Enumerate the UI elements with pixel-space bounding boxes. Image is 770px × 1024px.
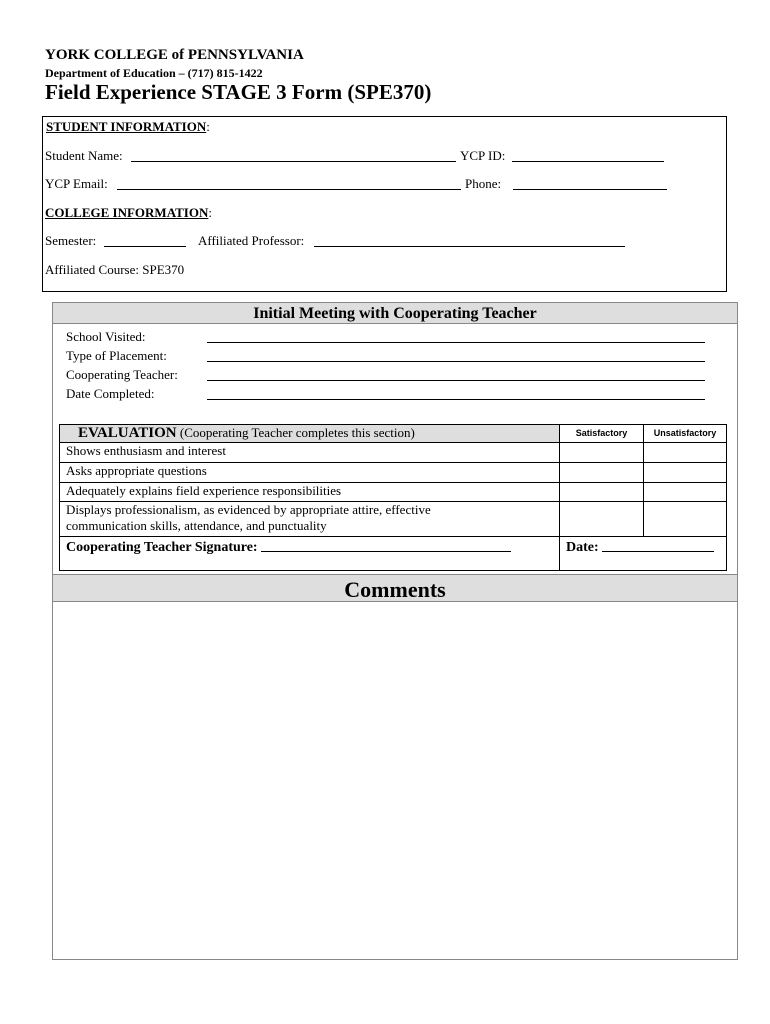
table-row (60, 483, 727, 502)
unsatisfactory-checkbox-cell[interactable] (644, 463, 727, 483)
criterion-enthusiasm: Shows enthusiasm and interest (60, 443, 560, 463)
student-info-heading (46, 119, 210, 135)
school-visited-label: School Visited: (66, 329, 146, 344)
comments-title: Comments (53, 574, 737, 602)
college-info-title: COLLEGE INFORMATION (45, 205, 209, 220)
table-row (60, 502, 727, 537)
table-row (60, 443, 727, 463)
affiliated-course-label: Affiliated Course: SPE370 (45, 262, 185, 277)
date-cell (560, 537, 727, 571)
signature-field[interactable] (261, 539, 511, 552)
comments-area[interactable] (53, 603, 737, 959)
student-info-title: STUDENT INFORMATION (46, 119, 207, 134)
unsatisfactory-checkbox-cell[interactable] (644, 443, 727, 463)
student-name-label: Student Name: (45, 148, 123, 163)
college-info-colon: : (208, 205, 212, 220)
form-title: Field Experience STAGE 3 Form (SPE370) (45, 80, 432, 104)
student-info-colon: : (206, 119, 210, 134)
institution-name: YORK COLLEGE of PENNSYLVANIA (45, 47, 304, 63)
signature-row (60, 537, 727, 571)
date-field[interactable] (602, 539, 714, 552)
evaluation-subtitle: (Cooperating Teacher completes this section) (176, 425, 415, 440)
cooperating-teacher-signature-label: Cooperating Teacher Signature: (66, 540, 258, 555)
department-line: Department of Education – (717) 815-1422 (45, 66, 263, 80)
semester-label: Semester: (45, 233, 97, 248)
evaluation-header-row (60, 425, 727, 443)
criterion-professionalism-line-1: Displays professionalism, as evidenced by appropriate attire, effective (66, 502, 431, 517)
affiliated-professor-field[interactable] (314, 246, 625, 247)
signature-cell (60, 537, 560, 571)
ycp-email-field[interactable] (117, 189, 461, 190)
student-name-field[interactable] (131, 161, 456, 162)
date-completed-field[interactable] (207, 399, 705, 400)
ycp-id-label: YCP ID: (460, 148, 506, 163)
evaluation-title-cell (60, 425, 560, 443)
affiliated-professor-label: Affiliated Professor: (198, 233, 305, 248)
satisfactory-checkbox-cell[interactable] (560, 463, 644, 483)
unsatisfactory-column-header: Unsatisfactory (644, 425, 727, 443)
satisfactory-column-header: Satisfactory (560, 425, 644, 443)
evaluation-title: EVALUATION (78, 425, 177, 441)
unsatisfactory-checkbox-cell[interactable] (644, 483, 727, 502)
unsatisfactory-checkbox-cell[interactable] (644, 502, 727, 537)
criterion-responsibilities: Adequately explains field experience responsibilities (60, 483, 560, 502)
satisfactory-checkbox-cell[interactable] (560, 502, 644, 537)
date-label: Date: (566, 540, 599, 555)
evaluation-table (59, 424, 727, 571)
meeting-section-title: Initial Meeting with Cooperating Teacher (53, 303, 737, 324)
satisfactory-checkbox-cell[interactable] (560, 483, 644, 502)
criterion-questions: Asks appropriate questions (60, 463, 560, 483)
ycp-email-label: YCP Email: (45, 176, 108, 191)
criterion-professionalism (60, 502, 560, 537)
college-info-heading (45, 205, 212, 221)
ycp-id-field[interactable] (512, 161, 664, 162)
type-of-placement-field[interactable] (207, 361, 705, 362)
criterion-professionalism-line-2: communication skills, attendance, and punctuality (66, 518, 327, 533)
school-visited-field[interactable] (207, 342, 705, 343)
cooperating-teacher-field[interactable] (207, 380, 705, 381)
date-completed-label: Date Completed: (66, 386, 155, 401)
satisfactory-checkbox-cell[interactable] (560, 443, 644, 463)
cooperating-teacher-label: Cooperating Teacher: (66, 367, 178, 382)
phone-label: Phone: (465, 176, 502, 191)
type-of-placement-label: Type of Placement: (66, 348, 167, 363)
semester-field[interactable] (104, 246, 186, 247)
table-row (60, 463, 727, 483)
phone-field[interactable] (513, 189, 667, 190)
